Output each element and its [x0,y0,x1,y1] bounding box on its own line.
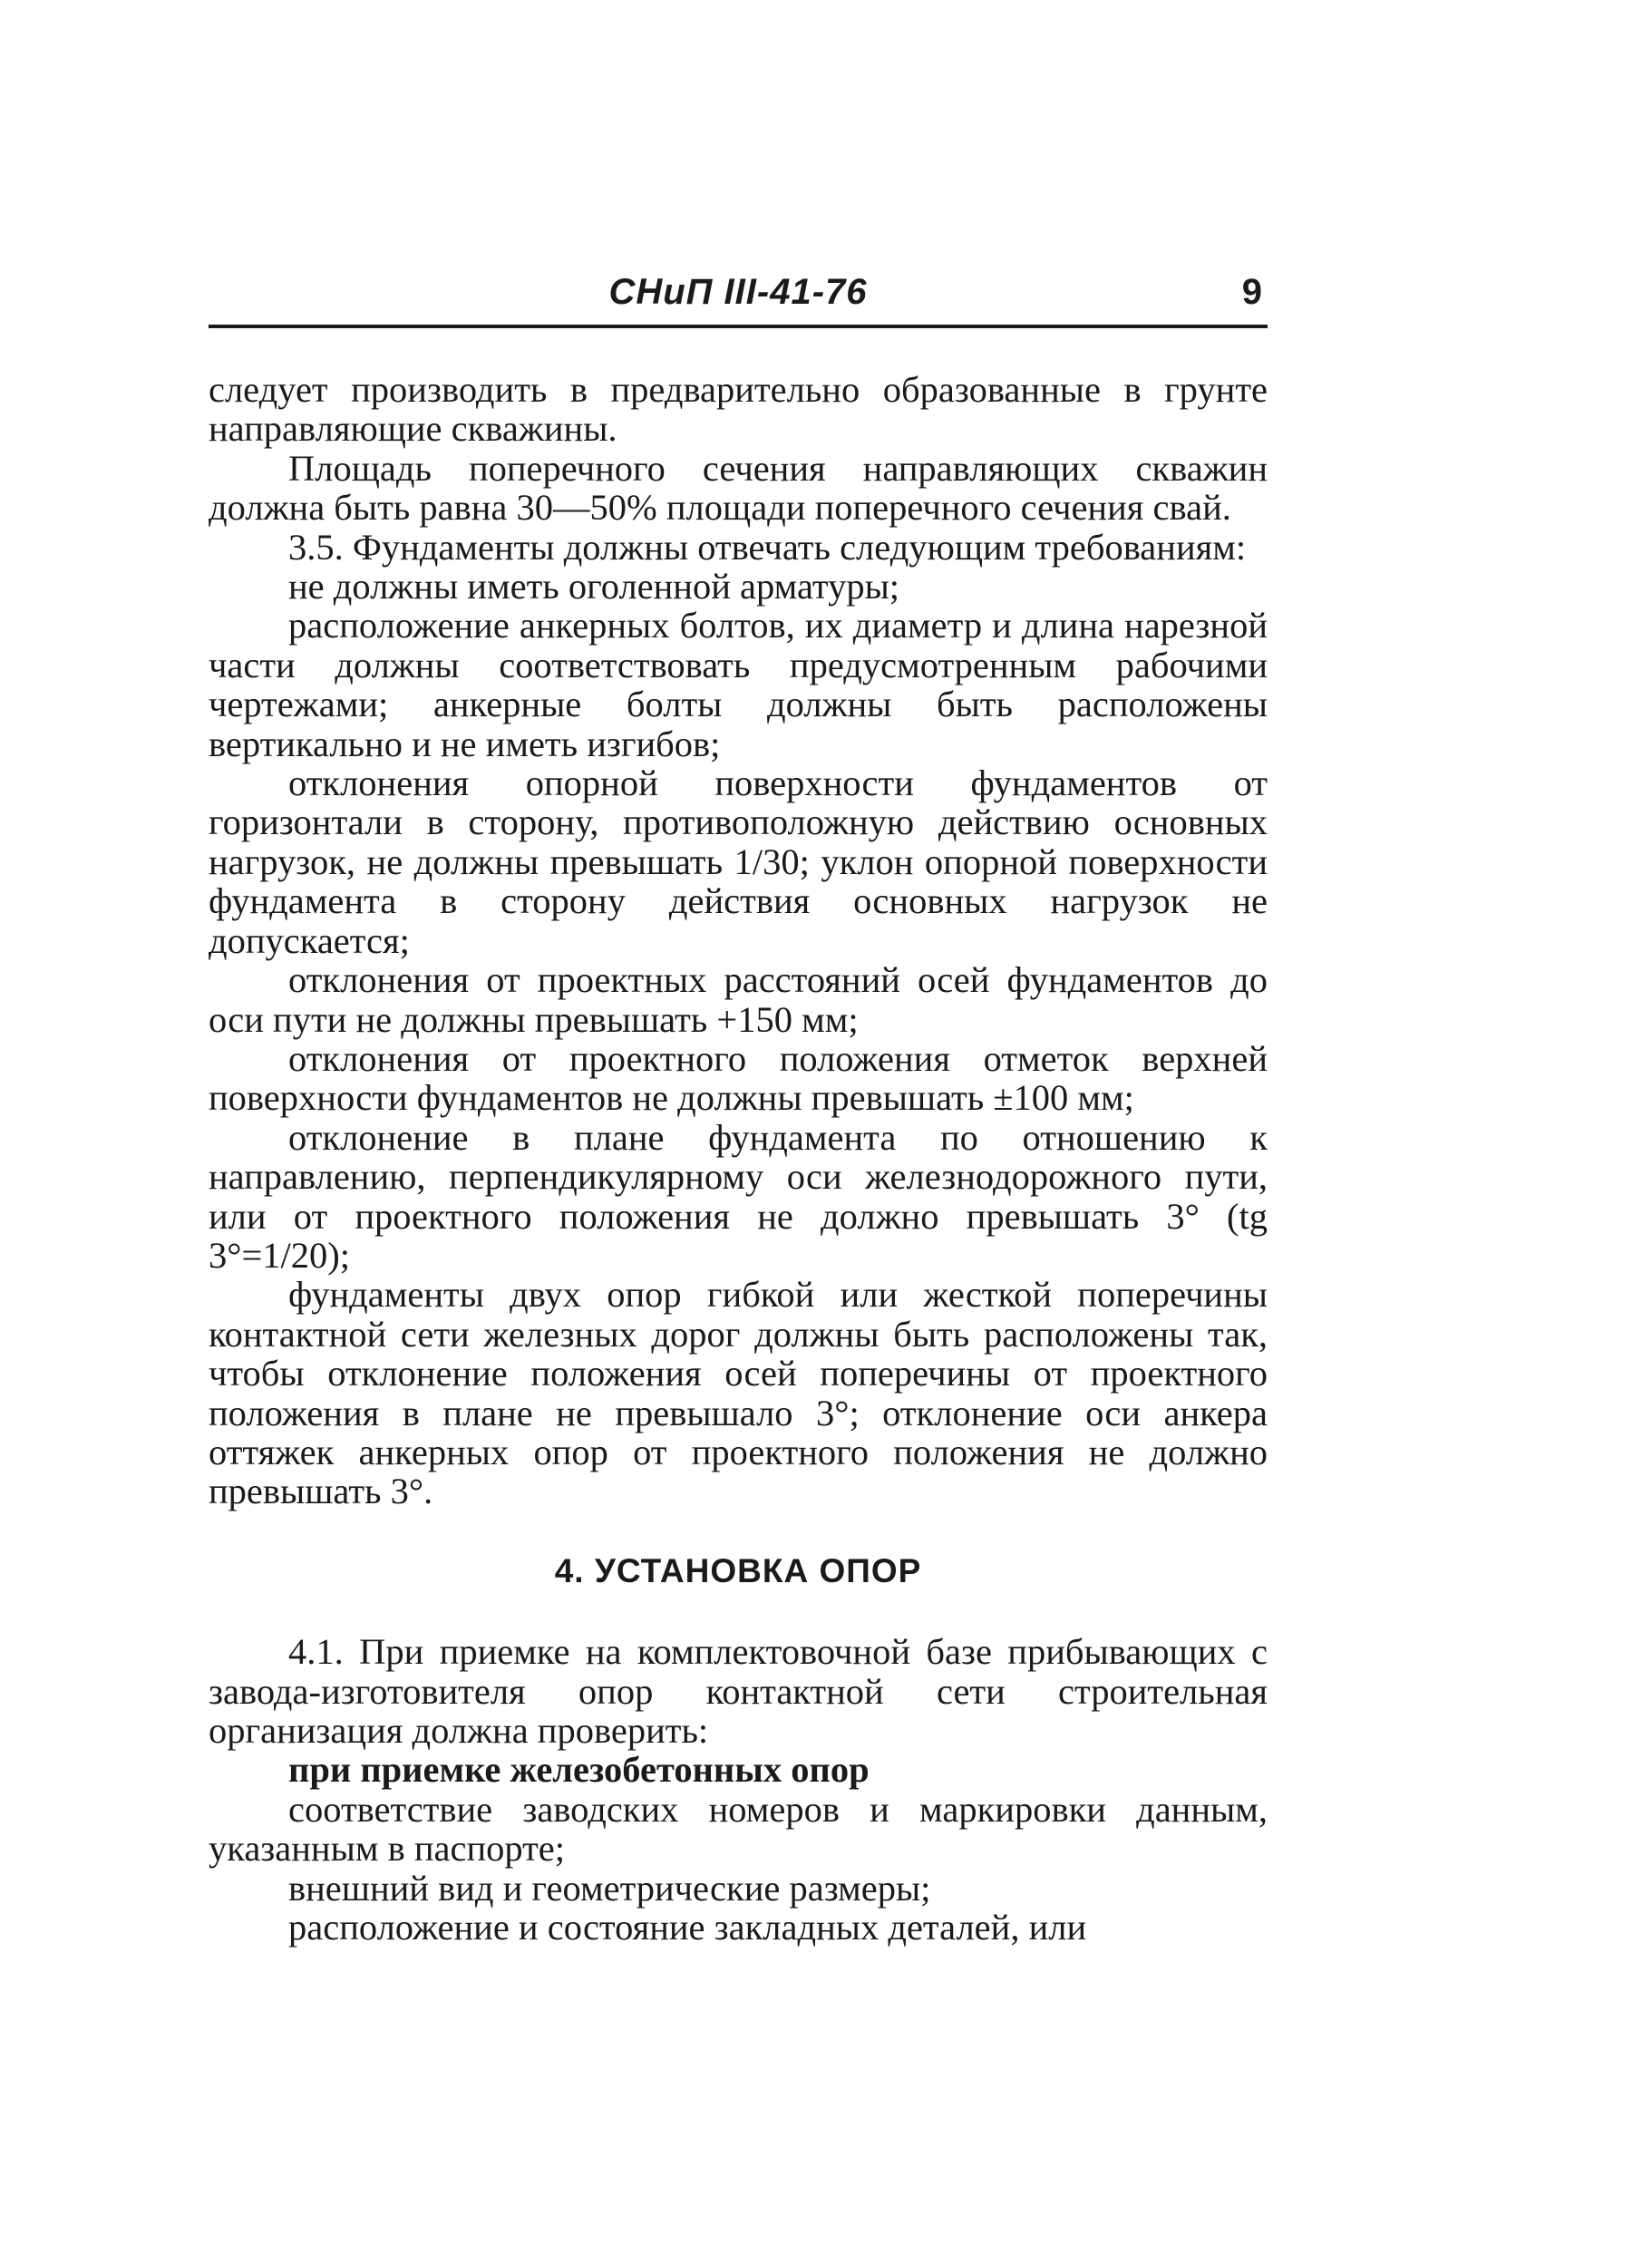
list-item-plan-deviation: отклонение в плане фундамента по отношению к направлению, перпендикулярному оси железнодорожного пути, или от проектного положения не должно превышать 3° (tg 3°=1/20); [209,1116,1268,1276]
section-heading: 4. УСТАНОВКА ОПОР [554,1551,922,1589]
list-item-serial-numbers: соответствие заводских номеров и маркировки данным, указанным в паспорте; [209,1788,1268,1870]
list-item-crossbeam-foundations: фундаменты двух опор гибкой или жесткой поперечины контактной сети железных дорог должны быть расположены так, чтобы отклонение положения осей поперечины от проектного положения в плане не превышало 3°; отклонение оси анкера оттяжек анкерных опор от проектного положения не должно превышать 3°. [209,1274,1268,1512]
list-item-no-bare-rebar: не должны иметь оголенной арматуры; [288,566,900,607]
list-item-surface-deviation: отклонения опорной поверхности фундаментов от горизонтали в сторону, противоположную действию основных нагрузок, не должны превышать 1/30; уклон опорной поверхности фундамента в сторону действия основных нагрузок не допускается; [209,763,1268,961]
paragraph-4-1: 4.1. При приемке на комплектовочной базе прибывающих с завода-изготовителя опор контактной сети строительная организация должна проверить: [209,1631,1268,1751]
header-rule [209,325,1268,328]
list-item-anchor-bolts: расположение анкерных болтов, их диаметр и длина нарезной части должны соответствовать предусмотренным рабочими чертежами; анкерные болты должны быть расположены вертикально и не иметь изгибов; [209,605,1268,764]
list-item-top-elevation: отклонения от проектного положения отметок верхней поверхности фундаментов не должны превышать ±100 мм; [209,1037,1268,1119]
paragraph-borehole-area: Площадь поперечного сечения направляющих скважин должна быть равна 30—50% площади поперечного сечения свай. [209,447,1268,529]
list-item-appearance: внешний вид и геометрические размеры; [288,1867,931,1909]
subheading-concrete-poles: при приемке железобетонных опор [288,1749,870,1791]
page-number: 9 [1241,272,1262,312]
document-code: СНиП III-41-76 [608,272,868,312]
paragraph-continuation: следует производить в предварительно образованные в грунте направляющие скважины. [209,369,1268,450]
list-item-axis-distance: отклонения от проектных расстояний осей фундаментов до оси пути не должны превышать +150 мм; [209,959,1268,1040]
page-body [209,370,1268,1947]
paragraph-3-5: 3.5. Фундаменты должны отвечать следующим требованиям: [288,526,1247,568]
list-item-embedded-parts: расположение и состояние закладных деталей, или [288,1907,1087,1948]
page-header [209,265,1268,330]
